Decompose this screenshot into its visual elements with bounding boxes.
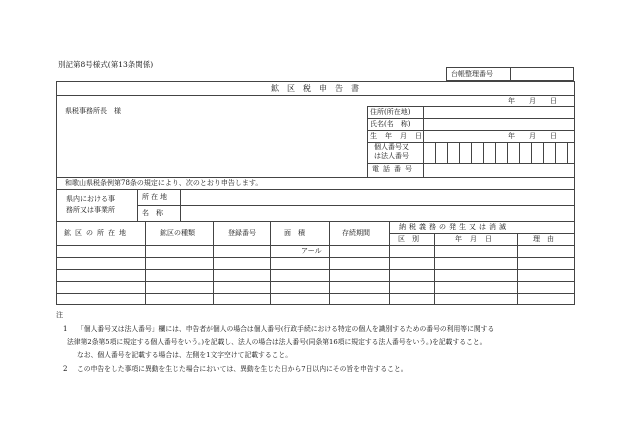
filing-date[interactable]: 年 月 日 — [508, 97, 557, 105]
name-label: 氏名(名 称) — [370, 120, 411, 128]
notes-heading: 注 — [56, 311, 63, 319]
form-title: 鉱区税申告書 — [271, 84, 367, 93]
personal-number-cells[interactable] — [423, 142, 575, 163]
office-location-label: 所在地 — [142, 193, 169, 201]
col-header-location: 鉱区の所在地 — [64, 229, 130, 237]
office-label-1: 県内における事 — [66, 195, 115, 203]
col-header-reason: 理 由 — [533, 235, 554, 243]
note-1-line-2: 法律第2条第5項に規定する個人番号をいう。)を記載し、法人の場合は法人番号(同条第16項に規定する法人番号をいう。)を記載すること。 — [67, 338, 487, 346]
note-2-number: 2 — [63, 365, 68, 373]
col-header-type: 鉱区の種類 — [160, 229, 195, 237]
birth-date-label: 生年月日 — [370, 132, 430, 140]
form-label: 別記第8号様式(第13条関係) — [58, 60, 154, 69]
name-field[interactable] — [425, 119, 573, 129]
col-header-registration: 登録番号 — [228, 229, 256, 237]
office-name-field[interactable] — [182, 206, 573, 220]
note-2-line-1: この申告をした事項に異動を生じた場合においては、異動を生じた日から7日以内にその旨を申告すること。 — [77, 365, 408, 373]
addressee: 県税事務所長 様 — [65, 107, 121, 115]
col-header-date: 年月日 — [455, 235, 500, 243]
phone-field[interactable] — [425, 164, 573, 175]
col-header-tax-obligation: 納税義務の発生又は消滅 — [399, 223, 509, 231]
note-1-line-1: 「個人番号又は法人番号」欄には、申告者が個人の場合は個人番号(行政手続における特定の個人を識別するための番号の利用等に関する — [77, 325, 495, 333]
office-location-field[interactable] — [182, 190, 573, 204]
phone-label: 電話番号 — [372, 165, 416, 173]
birth-date-field[interactable]: 年 月 日 — [508, 132, 557, 140]
area-unit: アール — [301, 247, 322, 255]
office-name-label: 名 称 — [142, 209, 163, 217]
office-label-2: 務所又は事業所 — [66, 206, 115, 214]
address-field[interactable] — [425, 107, 573, 117]
note-1-line-3: なお、個人番号を記載する場合は、左側を1文字空けて記載すること。 — [77, 351, 293, 359]
col-header-duration: 存続期間 — [342, 229, 370, 237]
col-header-category: 区 別 — [398, 235, 419, 243]
address-label: 住所(所在地) — [370, 108, 411, 116]
note-1-number: 1 — [63, 325, 68, 333]
ledger-number-label: 台帳整理番号 — [451, 70, 493, 78]
personal-number-label-2: は法人番号 — [374, 152, 409, 160]
personal-number-label-1: 個人番号又 — [374, 143, 409, 151]
col-header-area: 面 積 — [284, 229, 305, 237]
declaration-text: 和歌山県税条例第78条の規定により、次のとおり申告します。 — [65, 179, 263, 187]
ledger-number-field[interactable] — [512, 68, 572, 80]
